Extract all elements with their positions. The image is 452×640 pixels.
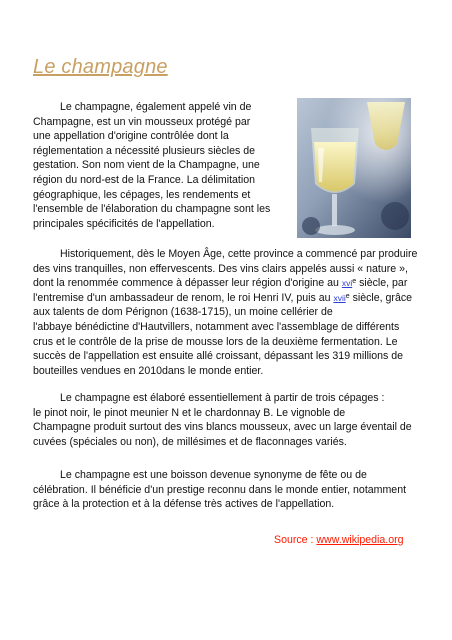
intro-paragraph xyxy=(33,100,283,231)
text-fragment: siècle, par xyxy=(356,277,408,290)
text-line: Champagne produit surtout des vins blancs mousseux, avec un large éventail de xyxy=(33,421,412,434)
text-line: succès de l'appellation est ensuite allé croissant, dépassant les 319 millions de xyxy=(33,350,404,363)
source-link[interactable]: www.wikipedia.org xyxy=(316,534,404,546)
text-fragment: dont la renommée commence à dépasser leur région d'origine au xyxy=(33,277,342,290)
source-label: Source : xyxy=(274,534,317,546)
century-16-link[interactable]: xvi xyxy=(341,278,353,289)
century-17-link[interactable]: xvii xyxy=(333,292,346,303)
text-line: Le champagne est élaboré essentiellement à partir de trois cépages : xyxy=(60,392,385,404)
text-line: l'ensemble de l'élaboration du champagne sont les xyxy=(33,203,271,216)
page-title: Le champagne xyxy=(33,56,168,78)
text-line: célébration. Il bénéficie d'un prestige reconnu dans le monde entier, notamment xyxy=(33,483,407,496)
grapes-paragraph xyxy=(33,391,428,449)
text-line: région du nord-est de la France. La délimitation xyxy=(33,173,256,186)
history-paragraph xyxy=(33,247,428,378)
text-line: crus et le contrôle de la prise de mousse lors de la deuxième fermentation. Le xyxy=(33,335,398,348)
text-line: bouteilles vendues en 2010dans le monde entier. xyxy=(33,364,264,377)
text-line: cuvées (spéciales ou non), de millésimes et de flaconnages variés. xyxy=(33,435,347,448)
text-line xyxy=(33,276,428,291)
text-line: réglementation a nécessité plusieurs siècles de xyxy=(33,144,256,157)
text-line xyxy=(33,291,428,306)
text-line: l'abbaye bénédictine d'Hautvillers, notamment avec l'assemblage de différents xyxy=(33,320,400,333)
text-line: Champagne, est un vin mousseux protégé par xyxy=(33,115,251,128)
text-line: des vins tranquilles, non effervescents. Des vins clairs appelés aussi « nature », xyxy=(33,262,408,275)
text-line: Le champagne, également appelé vin de xyxy=(60,101,252,113)
text-line: géographique, les cépages, les rendements et xyxy=(33,188,251,201)
century-suffix: e xyxy=(345,292,350,300)
text-line: grâce à la protection et à la défense très actives de l'appellation. xyxy=(33,498,335,511)
century-suffix: e xyxy=(352,278,357,286)
text-line: gestation. Son nom vient de la Champagne, une xyxy=(33,159,260,172)
text-line: aux talents de dom Pérignon (1638-1715), un moine cellérier de xyxy=(33,306,333,319)
text-line: Le champagne est une boisson devenue synonyme de fête ou de xyxy=(60,469,367,481)
text-line: une appellation d'origine contrôlée dont la xyxy=(33,130,229,143)
text-line: principales spécificités de l'appellation. xyxy=(33,217,215,230)
text-fragment: siècle, grâce xyxy=(349,291,413,304)
text-line: Historiquement, dès le Moyen Âge, cette province a commencé par produire xyxy=(60,248,418,260)
celebration-paragraph xyxy=(33,468,428,512)
text-fragment: l'entremise d'un ambassadeur de renom, le roi Henri IV, puis au xyxy=(33,291,334,304)
text-line: le pinot noir, le pinot meunier N et le chardonnay B. Le vignoble de xyxy=(33,406,346,419)
champagne-glasses-photo xyxy=(297,98,411,238)
source-credit xyxy=(274,534,404,546)
